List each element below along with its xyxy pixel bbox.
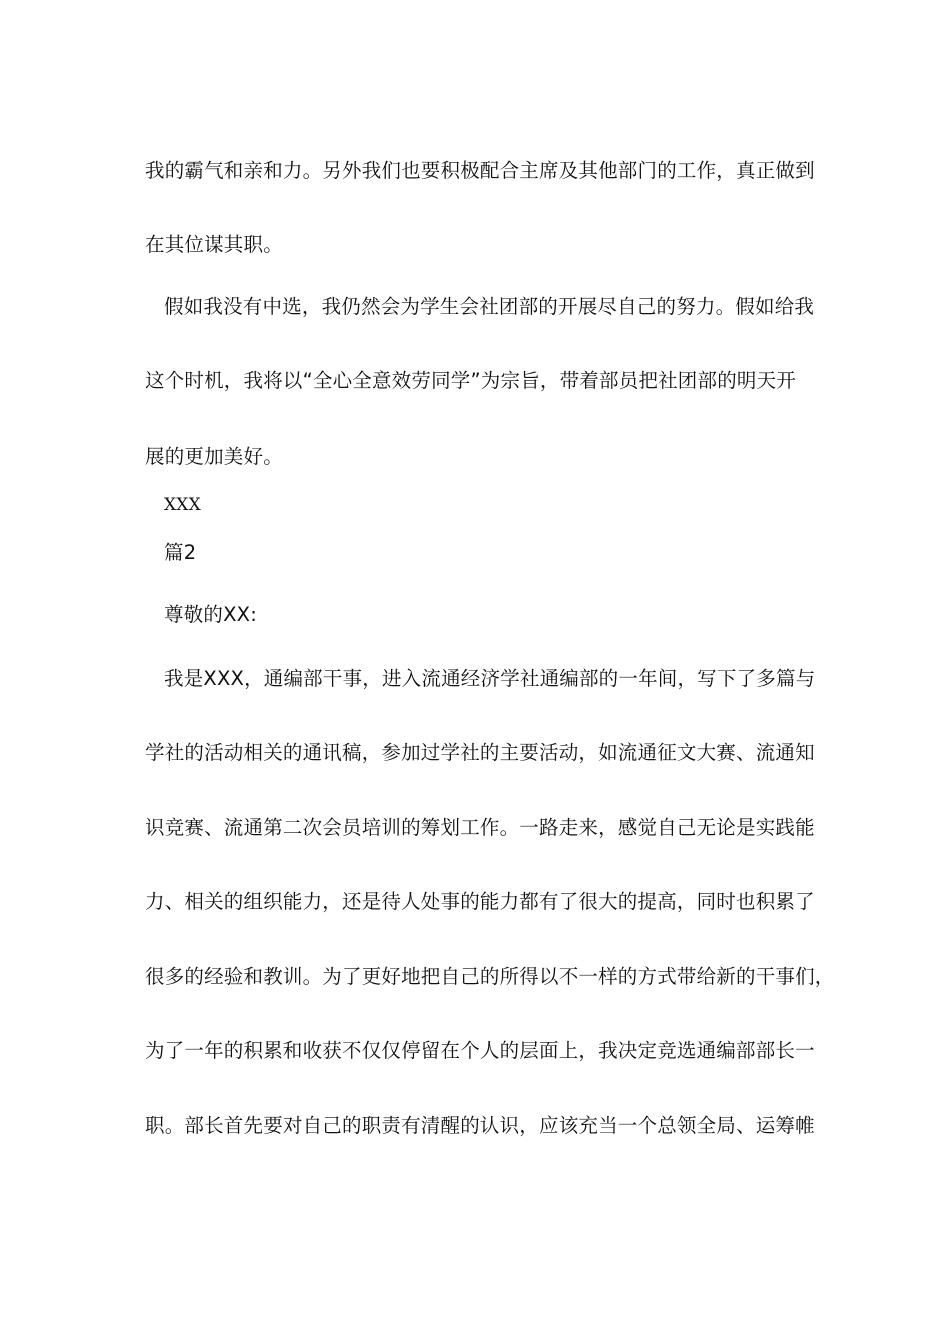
paragraph-line: 我是XXX，通编部干事，进入流通经济学社通编部的一年间，写下了多篇与 [164,666,816,690]
paragraph-line: 我的霸气和亲和力。另外我们也要积极配合主席及其他部门的工作，真正做到 [145,158,815,182]
paragraph-line: 为了一年的积累和收获不仅仅停留在个人的层面上，我决定竞选通编部部长一 [145,1038,815,1062]
paragraph-line: 力、相关的组织能力，还是待人处事的能力都有了很大的提高，同时也积累了 [145,889,815,913]
paragraph-line: 展的更加美好。 [145,444,283,468]
paragraph-line: 识竞赛、流通第二次会员培训的筹划工作。一路走来，感觉自己无论是实践能 [145,815,815,839]
paragraph-line: 在其位谋其职。 [145,232,283,256]
salutation: 尊敬的XX: [164,602,257,626]
paragraph-line: 假如我没有中选，我仍然会为学生会社团部的开展尽自己的努力。假如给我 [164,294,815,318]
paragraph-line: 很多的经验和教训。为了更好地把自己的所得以不一样的方式带给新的干事们， [145,964,835,988]
paragraph-line: 学社的活动相关的通讯稿，参加过学社的主要活动，如流通征文大赛、流通知 [145,740,815,764]
paragraph-line: 职。部长首先要对自己的职责有清醒的认识，应该充当一个总领全局、运筹帷 [145,1113,815,1137]
paragraph-line: 这个时机，我将以“全心全意效劳同学”为宗旨，带着部员把社团部的明天开 [145,368,797,392]
section-heading: 篇2 [164,540,197,564]
signature-line: XXX [164,495,201,515]
